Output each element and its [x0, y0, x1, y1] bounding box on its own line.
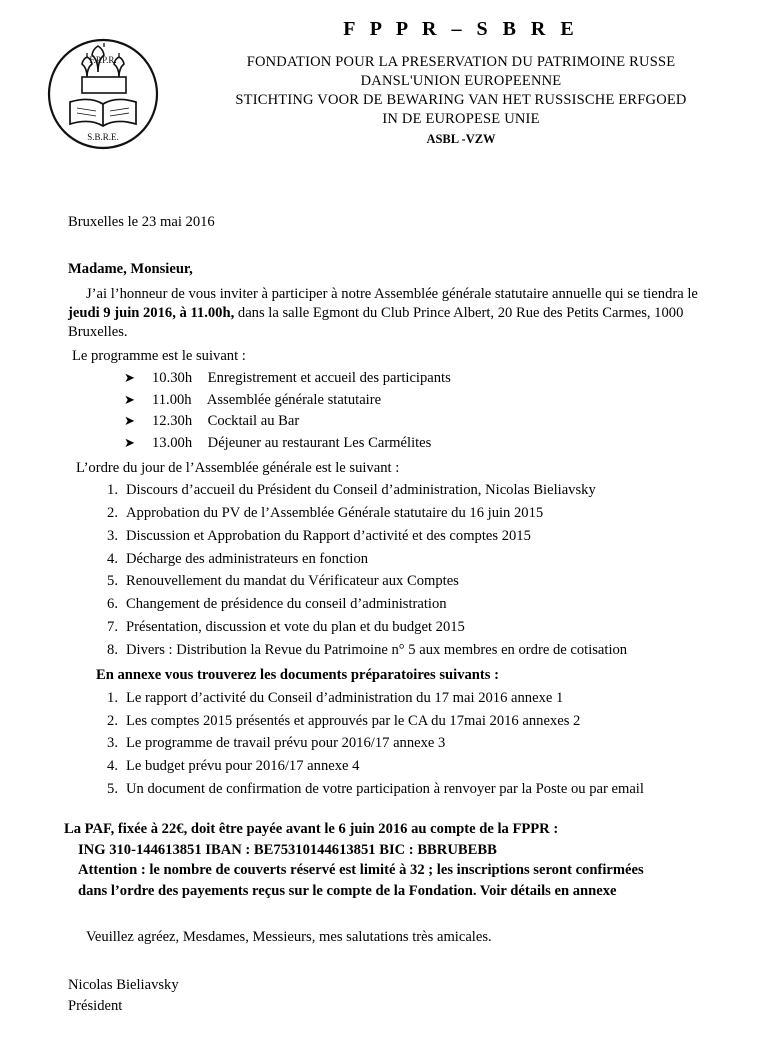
- list-item: Le programme de travail prévu pour 2016/17 annexe 3: [126, 735, 446, 752]
- agenda-list: [68, 481, 722, 660]
- program-time: 13.00h: [152, 435, 193, 452]
- paf-amount-line: La PAF, fixée à 22€, doit être payée avant le 6 juin 2016 au compte de la FPPR :: [64, 821, 559, 837]
- logo-svg: [46, 22, 161, 167]
- list-item: [124, 369, 722, 388]
- org-name-nl-line1: STICHTING VOOR DE BEWARING VAN HET RUSSISCHE ERFGOED: [235, 92, 687, 108]
- annex-list: [68, 689, 722, 799]
- list-item: Les comptes 2015 présentés et approuvés par le CA du 17mai 2016 annexes 2: [126, 712, 581, 729]
- fppr-sbre-logo: [46, 22, 161, 167]
- program-time: 12.30h: [152, 413, 193, 430]
- intro-paragraph: [68, 285, 722, 342]
- list-item: [124, 434, 722, 453]
- closing-line: Veuillez agréez, Mesdames, Messieurs, mes salutations très amicales.: [86, 928, 492, 945]
- annex-intro: En annexe vous trouverez les documents préparatoires suivants :: [96, 666, 499, 683]
- program-time: 10.30h: [152, 369, 193, 386]
- arrow-bullet-icon: ➤: [124, 435, 135, 451]
- org-name-fr-line1: FONDATION POUR LA PRESERVATION DU PATRIMOINE RUSSE: [246, 54, 676, 70]
- org-legal-form: ASBL -VZW: [426, 132, 496, 146]
- list-item: Divers : Distribution la Revue du Patrimoine n° 5 aux membres en ordre de cotisation: [126, 641, 628, 658]
- list-item: [124, 391, 722, 410]
- arrow-bullet-icon: ➤: [124, 369, 135, 385]
- letterhead: [0, 0, 782, 165]
- list-item: Changement de présidence du conseil d’administration: [126, 596, 447, 613]
- date-line: Bruxelles le 23 mai 2016: [68, 214, 215, 230]
- list-item: Le rapport d’activité du Conseil d’administration du 17 mai 2016 annexe 1: [126, 689, 564, 706]
- org-initials: F P P R – S B R E: [343, 18, 579, 40]
- program-text: Enregistrement et accueil des participants: [207, 369, 451, 386]
- list-item: Discussion et Approbation du Rapport d’activité et des comptes 2015: [126, 527, 531, 544]
- arrow-bullet-icon: ➤: [124, 413, 135, 429]
- attention-line1: Attention : le nombre de couverts réservé est limité à 32 ; les inscriptions seront confirmées: [78, 862, 644, 879]
- salutation: Madame, Monsieur,: [68, 260, 193, 277]
- list-item: Renouvellement du mandat du Vérificateur aux Comptes: [126, 573, 459, 590]
- program-text: Déjeuner au restaurant Les Carmélites: [207, 435, 432, 452]
- intro-part2: dans la salle Egmont du Club Prince Albert, 20 Rue des Petits Carmes, 1000 Bruxelles.: [68, 304, 684, 340]
- intro-part1: J’ai l’honneur de vous inviter à participer à notre Assemblée générale statutaire annuelle qui se tiendra le: [86, 285, 698, 302]
- list-item: Le budget prévu pour 2016/17 annexe 4: [126, 758, 360, 774]
- program-text: Cocktail au Bar: [207, 413, 300, 430]
- list-item: [124, 412, 722, 431]
- program-intro: Le programme est le suivant :: [72, 347, 246, 364]
- list-item: Présentation, discussion et vote du plan et du budget 2015: [126, 618, 465, 635]
- letterhead-text: [180, 18, 742, 147]
- list-item: Décharge des administrateurs en fonction: [126, 550, 369, 567]
- org-name-nl-line2: IN DE EUROPESE UNIE: [382, 111, 540, 127]
- logo-top-text: F.P.P.R.: [89, 55, 117, 65]
- list-item: Approbation du PV de l’Assemblée Générale statutaire du 16 juin 2015: [126, 505, 544, 522]
- signature-title: Président: [68, 998, 123, 1014]
- list-item: Un document de confirmation de votre participation à renvoyer par la Poste ou par email: [126, 780, 644, 797]
- arrow-bullet-icon: ➤: [124, 391, 135, 407]
- bank-account-line: ING 310-144613851 IBAN : BE75310144613851 BIC : BBRUBEBB: [78, 841, 497, 858]
- agenda-intro: L’ordre du jour de l’Assemblée générale est le suivant :: [76, 460, 400, 477]
- payment-details: [64, 819, 722, 902]
- meeting-datetime: jeudi 9 juin 2016, à 11.00h,: [68, 304, 235, 321]
- list-item: Discours d’accueil du Président du Conseil d’administration, Nicolas Bieliavsky: [126, 482, 596, 499]
- program-list: [68, 369, 722, 454]
- logo-bottom-text: S.B.R.E.: [87, 132, 119, 142]
- signature-block: [68, 975, 722, 1017]
- org-name-fr-line2: DANSL'UNION EUROPEENNE: [360, 73, 562, 89]
- attention-line2: dans l’ordre des payements reçus sur le compte de la Fondation. Voir détails en annexe: [78, 883, 617, 900]
- signature-name: Nicolas Bieliavsky: [68, 976, 179, 993]
- program-text: Assemblée générale statutaire: [206, 391, 382, 408]
- program-time: 11.00h: [152, 391, 192, 408]
- letter-body: [0, 213, 782, 1017]
